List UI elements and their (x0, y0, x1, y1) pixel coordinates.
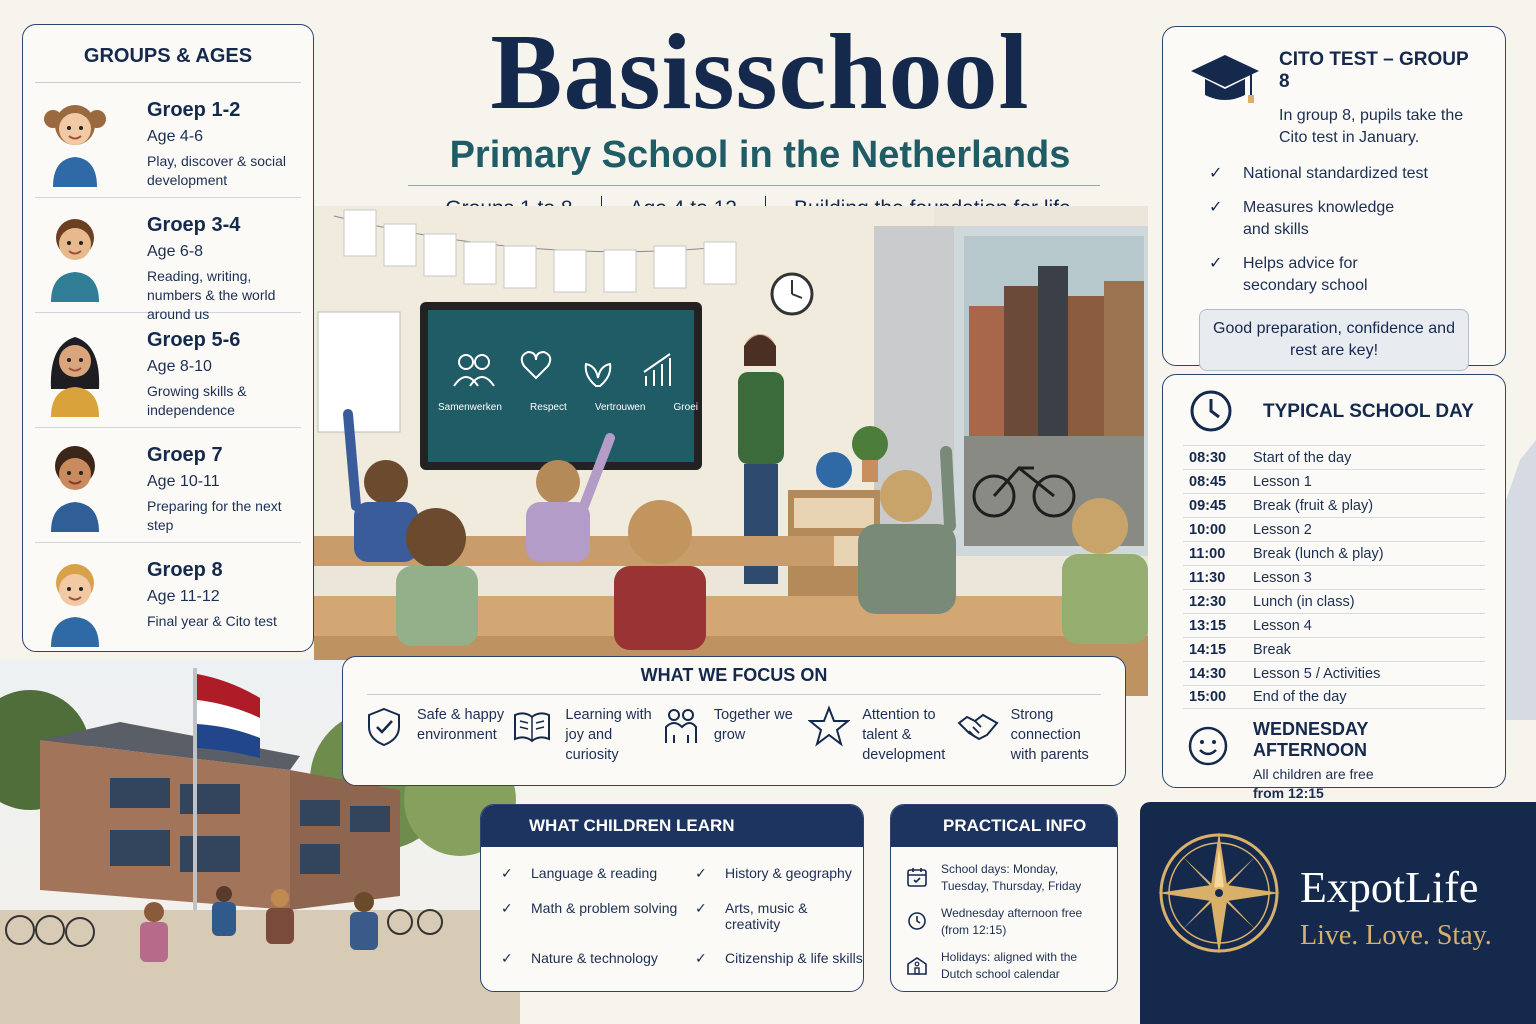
group-description: Final year & Cito test (147, 613, 277, 629)
wednesday-heading: WEDNESDAY AFTERNOON (1253, 719, 1369, 760)
schedule-activity: Break (lunch & play) (1253, 545, 1384, 562)
focus-label: Learning with joy and curiosity (565, 707, 652, 763)
focus-item (511, 705, 659, 765)
schedule-row (1183, 685, 1485, 709)
cito-test-panel (1162, 26, 1506, 366)
group-description: Growing skills & independence (147, 383, 247, 418)
girl-avatar-icon (43, 325, 107, 417)
group-age: Age 4-6 (147, 128, 204, 145)
groups-heading: GROUPS & AGES (83, 45, 253, 67)
learn-item (501, 865, 695, 882)
cito-point (1187, 197, 1481, 241)
checkmark-icon: ✓ (695, 900, 707, 916)
group-age: Age 8-10 (147, 358, 212, 375)
learn-item-text: Arts, music & creativity (725, 900, 808, 932)
schedule-time: 14:30 (1189, 665, 1227, 682)
schedule-time: 15:00 (1189, 689, 1227, 705)
group-name: Groep 8 (147, 559, 223, 581)
page-title: Basisschool (490, 13, 1030, 132)
brand-name: ExpotLife (1300, 863, 1479, 912)
boy-avatar-icon (43, 210, 107, 302)
smiley-icon (1187, 725, 1229, 767)
group-item (35, 313, 301, 428)
schedule-table (1183, 445, 1485, 709)
practical-item (905, 861, 1107, 895)
classroom-illustration (314, 206, 1148, 696)
schedule-row (1183, 637, 1485, 661)
clock-icon (1189, 389, 1233, 433)
group-description: Preparing for the next step (147, 498, 282, 533)
wednesday-time: from 12:15 (1253, 785, 1324, 801)
schedule-row (1183, 493, 1485, 517)
schedule-time: 13:15 (1189, 617, 1227, 634)
board-value: Samenwerken (438, 402, 502, 413)
schedule-row (1183, 661, 1485, 685)
school-day-heading: TYPICAL SCHOOL DAY (1263, 401, 1474, 422)
group-age: Age 6-8 (147, 243, 204, 260)
learn-item-text: Language & reading (531, 865, 658, 881)
group-item (35, 198, 301, 322)
star-icon (808, 705, 850, 747)
skyline-decoration (1506, 420, 1536, 720)
schedule-row (1183, 517, 1485, 541)
girl-avatar-icon (43, 95, 107, 187)
schedule-time: 10:00 (1189, 521, 1227, 538)
open-book-icon (511, 705, 553, 747)
schedule-activity: Lesson 1 (1253, 473, 1312, 490)
learn-heading: WHAT CHILDREN LEARN (481, 805, 863, 847)
schedule-time: 14:15 (1189, 641, 1227, 658)
brand-block (1140, 802, 1536, 1024)
group-name: Groep 1-2 (147, 99, 241, 121)
wednesday-text-line: All children are free (1253, 766, 1374, 782)
calendar-icon (905, 865, 929, 889)
board-value: Groei (673, 402, 698, 413)
graduation-cap-icon (1189, 51, 1261, 107)
checkmark-icon: ✓ (501, 865, 513, 881)
practical-heading: PRACTICAL INFO (891, 805, 1117, 847)
learn-item (501, 900, 695, 932)
learn-list (481, 847, 863, 967)
schedule-activity: End of the day (1253, 689, 1347, 705)
practical-list (891, 847, 1117, 983)
school-building-icon (905, 953, 929, 977)
learn-item (501, 950, 695, 967)
compass-logo-icon (1154, 828, 1284, 958)
shield-check-icon (363, 705, 405, 747)
cito-points (1187, 163, 1481, 297)
checkmark-icon: ✓ (1209, 255, 1223, 272)
focus-item (957, 705, 1105, 765)
schedule-row (1183, 613, 1485, 637)
checkmark-icon: ✓ (501, 950, 513, 966)
schedule-row (1183, 565, 1485, 589)
group-item (35, 83, 301, 198)
brand-tagline: Live. Love. Stay. (1300, 920, 1492, 951)
schedule-row (1183, 589, 1485, 613)
board-values (438, 402, 698, 413)
practical-info-panel (890, 804, 1118, 992)
practical-item (905, 905, 1107, 939)
schedule-time: 09:45 (1189, 497, 1227, 514)
learn-item-text: History & geography (725, 865, 852, 881)
checkmark-icon: ✓ (1209, 199, 1223, 216)
learn-item (695, 950, 864, 967)
header-divider (408, 185, 1100, 186)
focus-items (363, 705, 1105, 765)
school-day-panel (1162, 374, 1506, 801)
focus-label: Together we grow (713, 707, 793, 743)
schedule-activity: Break (1253, 641, 1291, 658)
practical-text: Wednesday afternoon free (from 12:15) (941, 906, 1083, 937)
practical-text: Holidays: aligned with the Dutch school calendar (941, 950, 1078, 981)
learn-item-text: Citizenship & life skills (725, 950, 863, 966)
schedule-activity: Break (fruit & play) (1253, 497, 1374, 514)
learn-item-text: Math & problem solving (531, 900, 678, 916)
boy-avatar-icon (43, 555, 107, 647)
cito-point (1187, 163, 1481, 185)
what-children-learn-panel (480, 804, 864, 992)
schedule-time: 12:30 (1189, 593, 1227, 610)
group-name: Groep 3-4 (147, 214, 241, 236)
checkmark-icon: ✓ (501, 900, 513, 916)
schedule-time: 11:00 (1189, 545, 1226, 562)
group-description: Reading, writing, numbers & the world around us (147, 268, 276, 322)
focus-label: Attention to talent & development (862, 707, 946, 763)
focus-item (363, 705, 511, 765)
checkmark-icon: ✓ (695, 865, 707, 881)
checkmark-icon: ✓ (695, 950, 707, 966)
learn-item-text: Nature & technology (531, 950, 658, 966)
schedule-activity: Lesson 3 (1253, 569, 1312, 586)
groups-ages-panel (22, 24, 314, 652)
schedule-row (1183, 469, 1485, 493)
focus-label: Strong connection with parents (1010, 707, 1089, 763)
schedule-time: 11:30 (1189, 569, 1226, 586)
header (360, 13, 1160, 177)
learn-item (695, 900, 864, 932)
schedule-row (1183, 445, 1485, 469)
group-item (35, 543, 301, 658)
schedule-activity: Lesson 5 / Activities (1253, 665, 1381, 682)
cito-intro: In group 8, pupils take the Cito test in January. (1279, 107, 1464, 146)
handshake-icon (957, 705, 999, 747)
focus-panel (342, 656, 1126, 786)
people-icon (660, 705, 702, 747)
clock-icon (905, 909, 929, 933)
schedule-activity: Lunch (in class) (1253, 593, 1355, 610)
practical-text: School days: Monday, Tuesday, Thursday, Friday (941, 862, 1082, 893)
schedule-row (1183, 541, 1485, 565)
cito-point-text: Helps advice for secondary school (1243, 255, 1368, 294)
focus-label: Safe & happy environment (417, 707, 505, 743)
board-value: Respect (530, 402, 567, 413)
boy-avatar-icon (43, 440, 107, 532)
focus-heading: WHAT WE FOCUS ON (367, 665, 1101, 695)
learn-item (695, 865, 864, 882)
group-item (35, 428, 301, 543)
schedule-activity: Lesson 4 (1253, 617, 1312, 634)
page-subtitle: Primary School in the Netherlands (449, 134, 1071, 176)
focus-item (660, 705, 808, 765)
schedule-time: 08:45 (1189, 473, 1227, 490)
cito-point (1187, 253, 1481, 297)
checkmark-icon: ✓ (1209, 165, 1223, 182)
schedule-activity: Start of the day (1253, 449, 1352, 466)
practical-item (905, 949, 1107, 983)
cito-heading: CITO TEST – GROUP 8 (1279, 49, 1469, 92)
group-age: Age 10-11 (147, 473, 220, 490)
focus-item (808, 705, 956, 765)
cito-point-text: Measures knowledge and skills (1243, 199, 1395, 238)
wednesday-text (1253, 765, 1485, 803)
schedule-activity: Lesson 2 (1253, 521, 1312, 538)
board-value: Vertrouwen (594, 402, 646, 413)
cito-point-text: National standardized test (1243, 165, 1428, 182)
group-age: Age 11-12 (147, 588, 220, 605)
schedule-time: 08:30 (1189, 449, 1227, 466)
group-description: Play, discover & social development (147, 153, 287, 188)
cito-note: Good preparation, confidence and rest are key! (1199, 309, 1469, 371)
group-name: Groep 5-6 (147, 329, 241, 351)
group-name: Groep 7 (147, 444, 223, 466)
wednesday-note (1183, 719, 1485, 801)
